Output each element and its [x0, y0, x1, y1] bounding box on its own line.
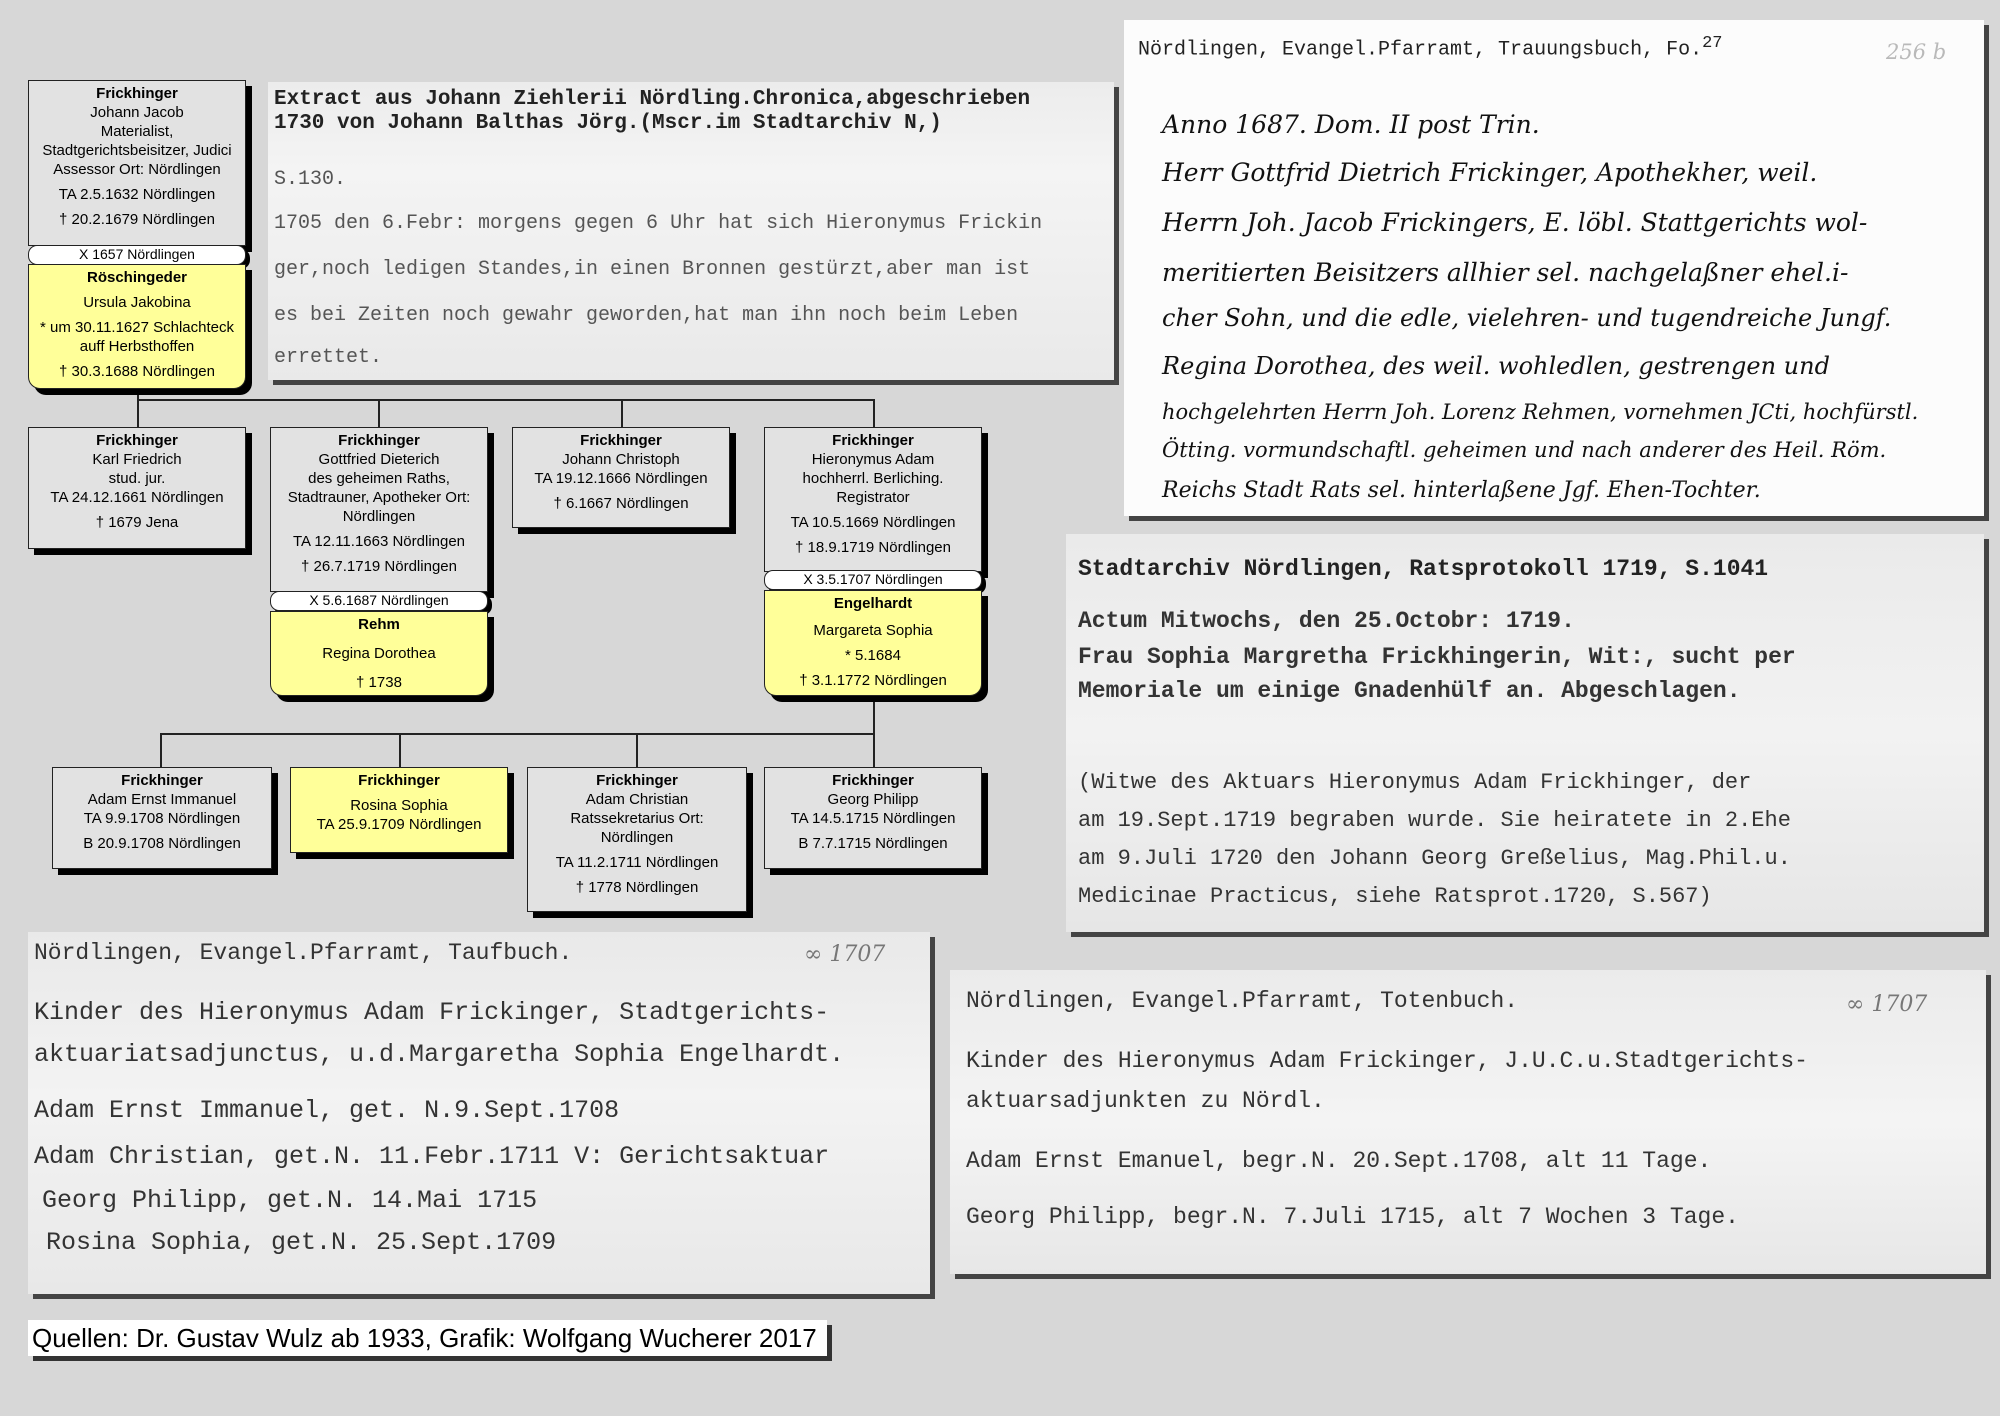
- given-name: Margareta Sophia: [813, 622, 933, 639]
- doc-line: Kinder des Hieronymus Adam Frickinger, Stadtgerichts-: [34, 998, 830, 1027]
- baptism-date: TA 25.9.1709 Nördlingen: [316, 816, 482, 833]
- given-name: Hieronymus Adam: [811, 451, 935, 468]
- handwritten-line: Herr Gottfrid Dietrich Frickinger, Apothekher, weil.: [1162, 158, 1818, 187]
- death-date: † 30.3.1688 Nördlingen: [59, 363, 215, 380]
- person-karl-friedrich: [28, 427, 246, 549]
- doc-line: Adam Ernst Emanuel, begr.N. 20.Sept.1708, alt 11 Tage.: [966, 1148, 1712, 1174]
- baptism-date: TA 2.5.1632 Nördlingen: [58, 186, 216, 203]
- birth-line: auff Herbsthoffen: [79, 338, 195, 355]
- person-regina-dorothea: [270, 611, 488, 696]
- person-adam-ernst-immanuel: [52, 767, 272, 869]
- person-ursula-jakobina: [28, 264, 246, 389]
- pencil-note: ∞ 1707: [804, 942, 886, 967]
- handwritten-line: Anno 1687. Dom. II post Trin.: [1162, 110, 1540, 139]
- occupation-line: Assessor Ort: Nördlingen: [53, 161, 221, 178]
- handwritten-line: Regina Dorothea, des weil. wohledlen, gestrengen und: [1162, 352, 1830, 380]
- given-name: Adam Ernst Immanuel: [87, 791, 237, 808]
- given-name: Ursula Jakobina: [83, 294, 191, 311]
- document-ratsprotokoll: [1066, 534, 1984, 932]
- death-date: † 26.7.1719 Nördlingen: [301, 558, 457, 575]
- doc-line: Frau Sophia Margretha Frickhingerin, Wit:, sucht per: [1078, 644, 1796, 670]
- doc-line: es bei Zeiten noch gewahr geworden,hat man ihn noch beim Leben: [274, 304, 1019, 327]
- tree-line-gchild2: [399, 733, 401, 767]
- baptism-date: TA 12.11.1663 Nördlingen: [292, 533, 466, 550]
- person-hieronymus-adam: [764, 427, 982, 572]
- death-date: † 20.2.1679 Nördlingen: [59, 211, 215, 228]
- surname: Frickhinger: [338, 432, 420, 449]
- credits-label: Quellen: Dr. Gustav Wulz ab 1933, Grafik: Wolfgang Wucherer 2017: [28, 1320, 827, 1356]
- tree-line-gchild4: [873, 733, 875, 767]
- occupation-line: Stadtrauner, Apotheker Ort:: [287, 489, 471, 506]
- doc-heading-line: Nördlingen, Evangel.Pfarramt, Taufbuch.: [34, 940, 573, 966]
- tree-line-child4: [873, 399, 875, 427]
- handwritten-line: Herrn Joh. Jacob Frickingers, E. löbl. Stattgerichts wol-: [1162, 208, 1868, 237]
- tree-line-children-bar: [137, 399, 875, 401]
- tree-line-grandchildren-bar: [160, 733, 875, 735]
- doc-header-text: Nördlingen, Evangel.Pfarramt, Trauungsbuch, Fo.: [1138, 38, 1703, 62]
- occupation-line: Ratssekretarius Ort:: [570, 810, 704, 827]
- baptism-date: TA 11.2.1711 Nördlingen: [555, 854, 719, 871]
- handwritten-line: meritierten Beisitzers allhier sel. nachgelaßner ehel.i-: [1162, 258, 1849, 287]
- doc-line: (Witwe des Aktuars Hieronymus Adam Frickhinger, der: [1078, 770, 1752, 795]
- surname: Frickhinger: [596, 772, 678, 789]
- baptism-date: TA 19.12.1666 Nördlingen: [534, 470, 708, 487]
- tree-line-child1: [137, 399, 139, 427]
- doc-line: S.130.: [274, 168, 347, 191]
- tree-line-family-down: [873, 694, 875, 734]
- person-johann-christoph: [512, 427, 730, 528]
- document-trauungsbuch: [1124, 20, 1984, 516]
- given-name: Georg Philipp: [827, 791, 919, 808]
- death-date: † 3.1.1772 Nördlingen: [799, 672, 947, 689]
- document-totenbuch: [950, 970, 1986, 1274]
- tree-line-child3: [621, 399, 623, 427]
- surname: Engelhardt: [833, 595, 913, 612]
- doc-line: errettet.: [274, 346, 383, 369]
- death-date: † 6.1667 Nördlingen: [553, 495, 689, 512]
- doc-line: Adam Christian, get.N. 11.Febr.1711 V: Gerichtsaktuar: [34, 1142, 830, 1171]
- given-name: Johann Christoph: [562, 451, 680, 468]
- death-date: † 1778 Nördlingen: [575, 879, 699, 896]
- doc-line: Actum Mitwochs, den 25.Octobr: 1719.: [1078, 608, 1575, 634]
- doc-line: Medicinae Practicus, siehe Ratsprot.1720, S.567): [1078, 884, 1712, 909]
- death-date: † 1679 Jena: [95, 514, 179, 531]
- baptism-date: TA 24.12.1661 Nördlingen: [50, 489, 224, 506]
- person-georg-philipp: [764, 767, 982, 869]
- baptism-date: TA 9.9.1708 Nördlingen: [83, 810, 241, 827]
- occupation-line: hochherrl. Berliching.: [802, 470, 944, 487]
- doc-line: Georg Philipp, get.N. 14.Mai 1715: [42, 1186, 538, 1215]
- person-rosina-sophia: [290, 767, 508, 853]
- person-gottfried-dieterich: [270, 427, 488, 592]
- surname: Frickhinger: [96, 432, 178, 449]
- doc-line: am 9.Juli 1720 den Johann Georg Greßelius, Mag.Phil.u.: [1078, 846, 1791, 871]
- death-date: † 1738: [356, 674, 402, 691]
- marriage-label: X 1657 Nördlingen: [28, 245, 246, 265]
- birth-date: * 5.1684: [845, 647, 901, 664]
- occupation-line: Nördlingen: [342, 508, 416, 525]
- person-johann-jacob: [28, 80, 246, 246]
- doc-line: ger,noch ledigen Standes,in einen Bronnen gestürzt,aber man ist: [274, 258, 1031, 281]
- marriage-label: X 3.5.1707 Nördlingen: [764, 570, 982, 590]
- doc-heading-line: 1730 von Johann Balthas Jörg.(Mscr.im Stadtarchiv N,): [274, 112, 942, 135]
- doc-heading-line: Stadtarchiv Nördlingen, Ratsprotokoll 1719, S.1041: [1078, 556, 1769, 582]
- baptism-date: TA 14.5.1715 Nördlingen: [790, 810, 956, 827]
- surname: Frickhinger: [832, 432, 914, 449]
- given-name: Karl Friedrich: [92, 451, 182, 468]
- tree-line-gchild1: [160, 733, 162, 767]
- occupation-line: Nördlingen: [600, 829, 674, 846]
- doc-header: [1138, 34, 1723, 62]
- handwritten-line: Ötting. vormundschaftl. geheimen und nach anderer des Heil. Röm.: [1162, 438, 1887, 462]
- doc-line: am 19.Sept.1719 begraben wurde. Sie heiratete in 2.Ehe: [1078, 808, 1791, 833]
- document-taufbuch: [28, 932, 930, 1294]
- folio-number: 27: [1702, 34, 1723, 53]
- birth-line: * um 30.11.1627 Schlachteck: [39, 319, 234, 336]
- person-adam-christian: [527, 767, 747, 912]
- doc-line: Rosina Sophia, get.N. 25.Sept.1709: [46, 1228, 557, 1257]
- surname: Frickhinger: [580, 432, 662, 449]
- doc-line: Adam Ernst Immanuel, get. N.9.Sept.1708: [34, 1096, 620, 1125]
- surname: Frickhinger: [121, 772, 203, 789]
- death-date: † 18.9.1719 Nördlingen: [795, 539, 951, 556]
- doc-heading-line: Nördlingen, Evangel.Pfarramt, Totenbuch.: [966, 988, 1519, 1014]
- occupation-line: des geheimen Raths,: [308, 470, 450, 487]
- surname: Rehm: [358, 616, 400, 633]
- doc-heading-line: Extract aus Johann Ziehlerii Nördling.Chronica,abgeschrieben: [274, 88, 1031, 111]
- given-name: Rosina Sophia: [350, 797, 448, 814]
- marriage-label: X 5.6.1687 Nördlingen: [270, 591, 488, 611]
- occupation-line: stud. jur.: [108, 470, 166, 487]
- tree-line-child2: [378, 399, 380, 427]
- given-name: Regina Dorothea: [322, 645, 436, 662]
- occupation-line: Registrator: [836, 489, 910, 506]
- given-name: Adam Christian: [585, 791, 689, 808]
- occupation-line: Materialist,: [100, 123, 174, 140]
- doc-line: Georg Philipp, begr.N. 7.Juli 1715, alt 7 Wochen 3 Tage.: [966, 1204, 1739, 1230]
- burial-date: B 20.9.1708 Nördlingen: [83, 835, 241, 852]
- doc-line: 1705 den 6.Febr: morgens gegen 6 Uhr hat sich Hieronymus Frickin: [274, 212, 1043, 235]
- handwritten-line: Reichs Stadt Rats sel. hinterlaßene Jgf. Ehen-Tochter.: [1162, 478, 1761, 503]
- surname: Frickhinger: [96, 85, 178, 102]
- handwritten-line: hochgelehrten Herrn Joh. Lorenz Rehmen, vornehmen JCti, hochfürstl.: [1162, 400, 1919, 424]
- burial-date: B 7.7.1715 Nördlingen: [798, 835, 948, 852]
- given-name: Johann Jacob: [90, 104, 184, 121]
- pencil-note: ∞ 1707: [1846, 992, 1928, 1017]
- baptism-date: TA 10.5.1669 Nördlingen: [790, 514, 956, 531]
- doc-line: aktuarsadjunkten zu Nördl.: [966, 1088, 1325, 1114]
- given-name: Gottfried Dieterich: [318, 451, 440, 468]
- doc-line: Kinder des Hieronymus Adam Frickinger, J.U.C.u.Stadtgerichts-: [966, 1048, 1808, 1074]
- surname: Frickhinger: [358, 772, 440, 789]
- surname: Röschingeder: [86, 269, 188, 286]
- pencil-note: 256 b: [1886, 40, 1947, 64]
- doc-line: aktuariatsadjunctus, u.d.Margaretha Sophia Engelhardt.: [34, 1040, 845, 1069]
- document-chronica: [268, 82, 1114, 380]
- doc-line: Memoriale um einige Gnadenhülf an. Abgeschlagen.: [1078, 678, 1741, 704]
- person-margareta-sophia: [764, 590, 982, 696]
- tree-line-gchild3: [636, 733, 638, 767]
- handwritten-line: cher Sohn, und die edle, vielehren- und tugendreiche Jungf.: [1162, 304, 1892, 332]
- surname: Frickhinger: [832, 772, 914, 789]
- occupation-line: Stadtgerichtsbeisitzer, Judici: [42, 142, 232, 159]
